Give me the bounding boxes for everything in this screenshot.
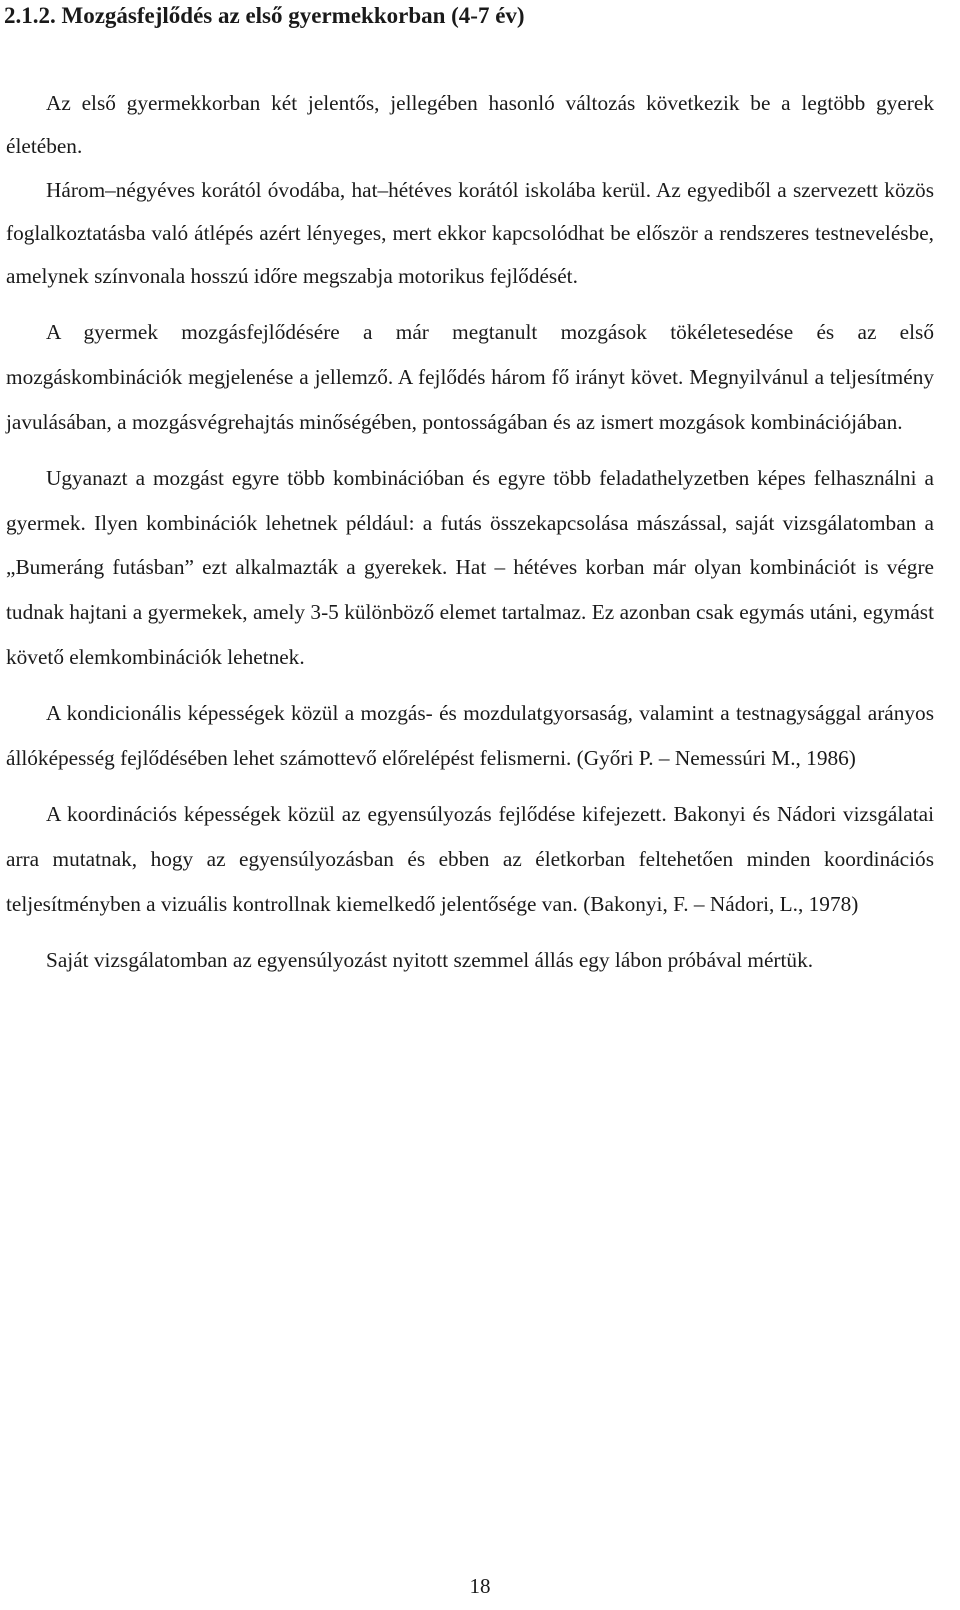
section-heading: 2.1.2. Mozgásfejlődés az első gyermekkorban (4-7 év) [4, 3, 525, 28]
paragraph-2: Három–négyéves korától óvodába, hat–hétéves korától iskolába kerül. Az egyediből a szervezett közös foglalkoztatásba való átlépés azért lényeges, mert ekkor kapcsolódhat be először a rendszeres testnevelésbe, amelynek színvonala hosszú időre megszabja motorikus fejlődését. [6, 177, 934, 289]
paragraph-7: Saját vizsgálatomban az egyensúlyozást nyitott szemmel állás egy lábon próbával mértük. [46, 948, 814, 973]
paragraph-3: A gyermek mozgásfejlődésére a már megtanult mozgások tökéletesedése és az első mozgáskombinációk megjelenése a jellemző. A fejlődés három fő irányt követ. Megnyilvánul a teljesítmény javulásában, a mozgásvégrehajtás minőségében, pontosságában és az ismert mozgások kombinációjában. [6, 320, 934, 434]
body-text [6, 82, 934, 983]
paragraph-1: Az első gyermekkorban két jelentős, jellegében hasonló változás következik be a legtöbb gyerek életében. [6, 91, 934, 159]
page-number: 18 [469, 1574, 491, 1598]
paragraph-4: Ugyanazt a mozgást egyre több kombinációban és egyre több feladathelyzetben képes felhasználni a gyermek. Ilyen kombinációk lehetnek például: a futás összekapcsolása mászással, saját vizsgálatomban a „Bumeráng futásban” ezt alkalmazták a gyerekek. Hat – hétéves korban már olyan kombinációt is végre tudnak hajtani a gyermekek, amely 3-5 különböző elemet tartalmaz. Ez azonban csak egymás utáni, egymást követő elemkombinációk lehetnek. [6, 466, 934, 669]
paragraph-6: A koordinációs képességek közül az egyensúlyozás fejlődése kifejezett. Bakonyi és Nádori vizsgálatai arra mutatnak, hogy az egyensúlyozásban és ebben az életkorban feltehetően minden koordinációs teljesítményben a vizuális kontrollnak kiemelkedő jelentősége van. (Bakonyi, F. – Nádori, L., 1978) [6, 802, 934, 916]
paragraph-5: A kondicionális képességek közül a mozgás- és mozdulatgyorsaság, valamint a testnagysággal arányos állóképesség fejlődésében lehet számottevő előrelépést felismerni. (Győri P. – Nemessúri M., 1986) [6, 701, 934, 770]
